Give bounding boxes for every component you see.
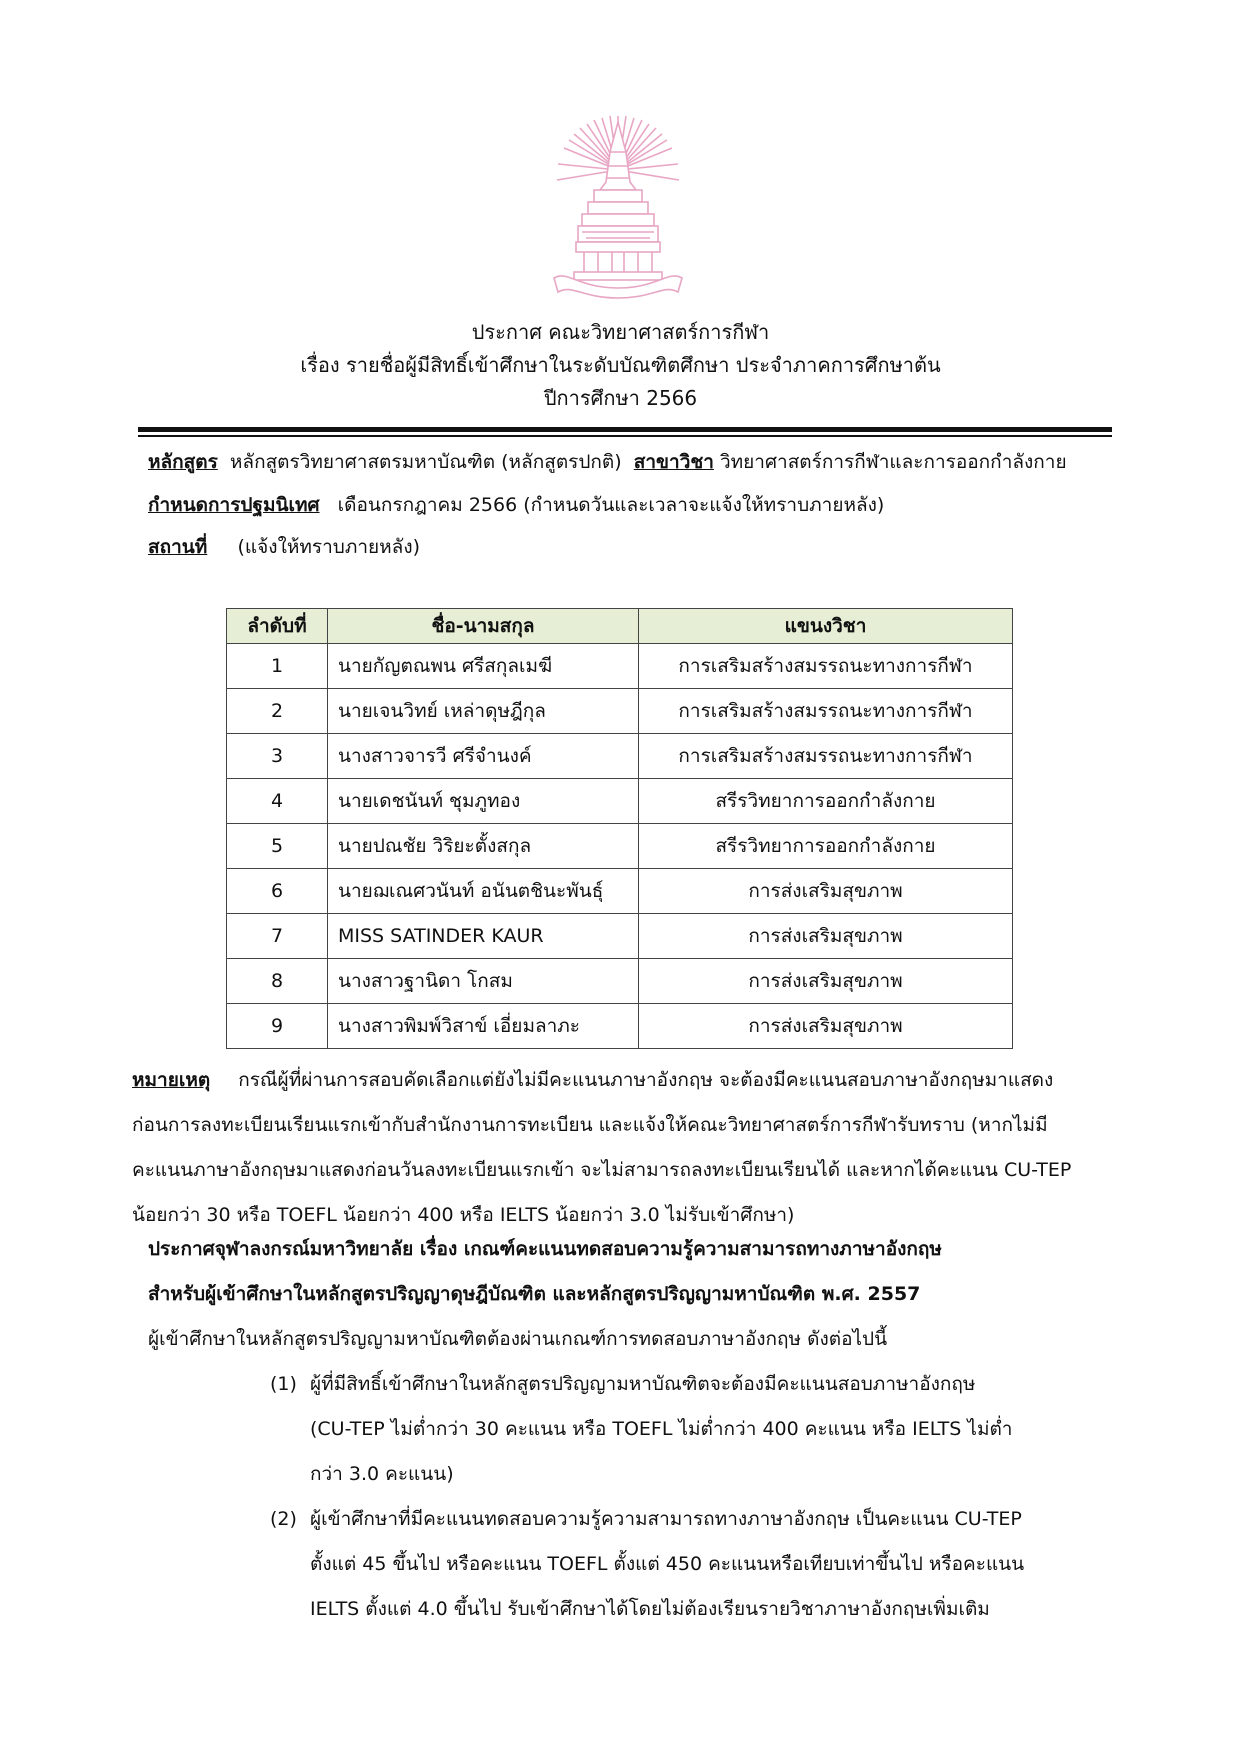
item-line: ผู้เข้าศึกษาที่มีคะแนนทดสอบความรู้ความสามารถทางภาษาอังกฤษ เป็นคะแนน CU-TEP <box>310 1508 1022 1530</box>
header-line-2: เรื่อง รายชื่อผู้มีสิทธิ์เข้าศึกษาในระดับบัณฑิตศึกษา ประจำภาคการศึกษาต้น <box>300 353 941 377</box>
announcement-title-1: ประกาศจุฬาลงกรณ์มหาวิทยาลัย เรื่อง เกณฑ์คะแนนทดสอบความรู้ความสามารถทางภาษาอังกฤษ <box>148 1238 942 1260</box>
row-number: 3 <box>227 734 328 779</box>
student-major: การเสริมสร้างสมรรถนะทางการกีฬา <box>639 689 1013 734</box>
column-header-number: ลำดับที่ <box>227 609 328 644</box>
university-announcement <box>148 1227 1148 1362</box>
row-number: 8 <box>227 959 328 1004</box>
remark-text-1: กรณีผู้ที่ผ่านการสอบคัดเลือกแต่ยังไม่มีคะแนนภาษาอังกฤษ จะต้องมีคะแนนสอบภาษาอังกฤษมาแสดง <box>238 1069 1054 1091</box>
header-line-3: ปีการศึกษา 2566 <box>543 386 698 410</box>
row-number: 5 <box>227 824 328 869</box>
criteria-list <box>270 1362 1110 1632</box>
table-row <box>227 824 1013 869</box>
row-number: 1 <box>227 644 328 689</box>
student-major: สรีรวิทยาการออกกำลังกาย <box>639 779 1013 824</box>
remark-line-4: น้อยกว่า 30 หรือ TOEFL น้อยกว่า 400 หรือ IELTS น้อยกว่า 3.0 ไม่รับเข้าศึกษา) <box>132 1204 795 1226</box>
student-name: นายเจนวิทย์ เหล่าดุษฎีกุล <box>328 689 639 734</box>
field-value: วิทยาศาสตร์การกีฬาและการออกกำลังกาย <box>719 451 1067 473</box>
place-value: (แจ้งให้ทราบภายหลัง) <box>237 536 421 558</box>
header-divider-thin <box>138 435 1112 437</box>
row-number: 9 <box>227 1004 328 1049</box>
student-name: MISS SATINDER KAUR <box>328 914 639 959</box>
student-major: การส่งเสริมสุขภาพ <box>639 869 1013 914</box>
student-name: นายปณชัย วิริยะตั้งสกุล <box>328 824 639 869</box>
announcement-title-2: สำหรับผู้เข้าศึกษาในหลักสูตรปริญญาดุษฎีบัณฑิต และหลักสูตรปริญญามหาบัณฑิต พ.ศ. 2557 <box>148 1283 921 1305</box>
table-row <box>227 734 1013 779</box>
program-row <box>148 447 1067 477</box>
remark-line-2: ก่อนการลงทะเบียนเรียนแรกเข้ากับสำนักงานการทะเบียน และแจ้งให้คณะวิทยาศาสตร์การกีฬารับทราบ (หากไม่มี <box>132 1114 1048 1136</box>
item-line: ตั้งแต่ 45 ขึ้นไป หรือคะแนน TOEFL ตั้งแต่ 450 คะแนนหรือเทียบเท่าขึ้นไป หรือคะแนน <box>310 1553 1025 1575</box>
row-number: 4 <box>227 779 328 824</box>
university-seal-icon <box>548 112 688 300</box>
table-row <box>227 1004 1013 1049</box>
student-major: สรีรวิทยาการออกกำลังกาย <box>639 824 1013 869</box>
student-major: การส่งเสริมสุขภาพ <box>639 1004 1013 1049</box>
table-header-row <box>227 609 1013 644</box>
table-row <box>227 644 1013 689</box>
student-name: นายเดชนันท์ ชุมภูทอง <box>328 779 639 824</box>
table-row <box>227 689 1013 734</box>
remark-label: หมายเหตุ <box>132 1069 211 1091</box>
place-label: สถานที่ <box>148 536 208 558</box>
item-line: IELTS ตั้งแต่ 4.0 ขึ้นไป รับเข้าศึกษาได้โดยไม่ต้องเรียนรายวิชาภาษาอังกฤษเพิ่มเติม <box>310 1598 990 1620</box>
remark-section <box>132 1058 1142 1238</box>
column-header-major: แขนงวิชา <box>639 609 1013 644</box>
student-major: การส่งเสริมสุขภาพ <box>639 959 1013 1004</box>
student-name: นางสาวพิมพ์วิสาข์ เอี่ยมลาภะ <box>328 1004 639 1049</box>
column-header-name: ชื่อ-นามสกุล <box>328 609 639 644</box>
orientation-row <box>148 490 884 520</box>
student-name: นายกัญตณพน ศรีสกุลเมฆี <box>328 644 639 689</box>
orientation-label: กำหนดการปฐมนิเทศ <box>148 494 320 516</box>
table-row <box>227 869 1013 914</box>
student-major: การเสริมสร้างสมรรถนะทางการกีฬา <box>639 644 1013 689</box>
student-name: นางสาวฐานิดา โกสม <box>328 959 639 1004</box>
table-row <box>227 914 1013 959</box>
admitted-students-table <box>226 608 1013 1049</box>
item-line: (CU-TEP ไม่ต่ำกว่า 30 คะแนน หรือ TOEFL ไม่ต่ำกว่า 400 คะแนน หรือ IELTS ไม่ต่ำ <box>310 1418 1013 1440</box>
item-number: (2) <box>270 1508 297 1530</box>
student-name: นางสาวจารวี ศรีจำนงค์ <box>328 734 639 779</box>
student-major: การส่งเสริมสุขภาพ <box>639 914 1013 959</box>
student-major: การเสริมสร้างสมรรถนะทางการกีฬา <box>639 734 1013 779</box>
item-number: (1) <box>270 1373 297 1395</box>
item-line: กว่า 3.0 คะแนน) <box>310 1463 454 1485</box>
list-item <box>270 1362 1110 1497</box>
row-number: 7 <box>227 914 328 959</box>
row-number: 6 <box>227 869 328 914</box>
row-number: 2 <box>227 689 328 734</box>
header-divider <box>138 427 1112 432</box>
list-item <box>270 1497 1110 1632</box>
table-row <box>227 779 1013 824</box>
announcement-header <box>0 316 1241 415</box>
announcement-intro: ผู้เข้าศึกษาในหลักสูตรปริญญามหาบัณฑิตต้องผ่านเกณฑ์การทดสอบภาษาอังกฤษ ดังต่อไปนี้ <box>148 1328 888 1350</box>
remark-line-1 <box>132 1058 1142 1103</box>
table-row <box>227 959 1013 1004</box>
student-name: นายฌเณศวนันท์ อนันตชินะพันธุ์ <box>328 869 639 914</box>
field-label: สาขาวิชา <box>633 451 714 473</box>
program-value: หลักสูตรวิทยาศาสตรมหาบัณฑิต (หลักสูตรปกติ) <box>229 451 622 473</box>
item-line: ผู้ที่มีสิทธิ์เข้าศึกษาในหลักสูตรปริญญามหาบัณฑิตจะต้องมีคะแนนสอบภาษาอังกฤษ <box>310 1373 976 1395</box>
program-label: หลักสูตร <box>148 451 218 473</box>
header-line-1: ประกาศ คณะวิทยาศาสตร์การกีฬา <box>471 320 770 344</box>
orientation-value: เดือนกรกฎาคม 2566 (กำหนดวันและเวลาจะแจ้งให้ทราบภายหลัง) <box>337 494 885 516</box>
place-row <box>148 532 420 562</box>
remark-line-3: คะแนนภาษาอังกฤษมาแสดงก่อนวันลงทะเบียนแรกเข้า จะไม่สามารถลงทะเบียนเรียนได้ และหากได้คะแนน CU-TEP <box>132 1159 1072 1181</box>
